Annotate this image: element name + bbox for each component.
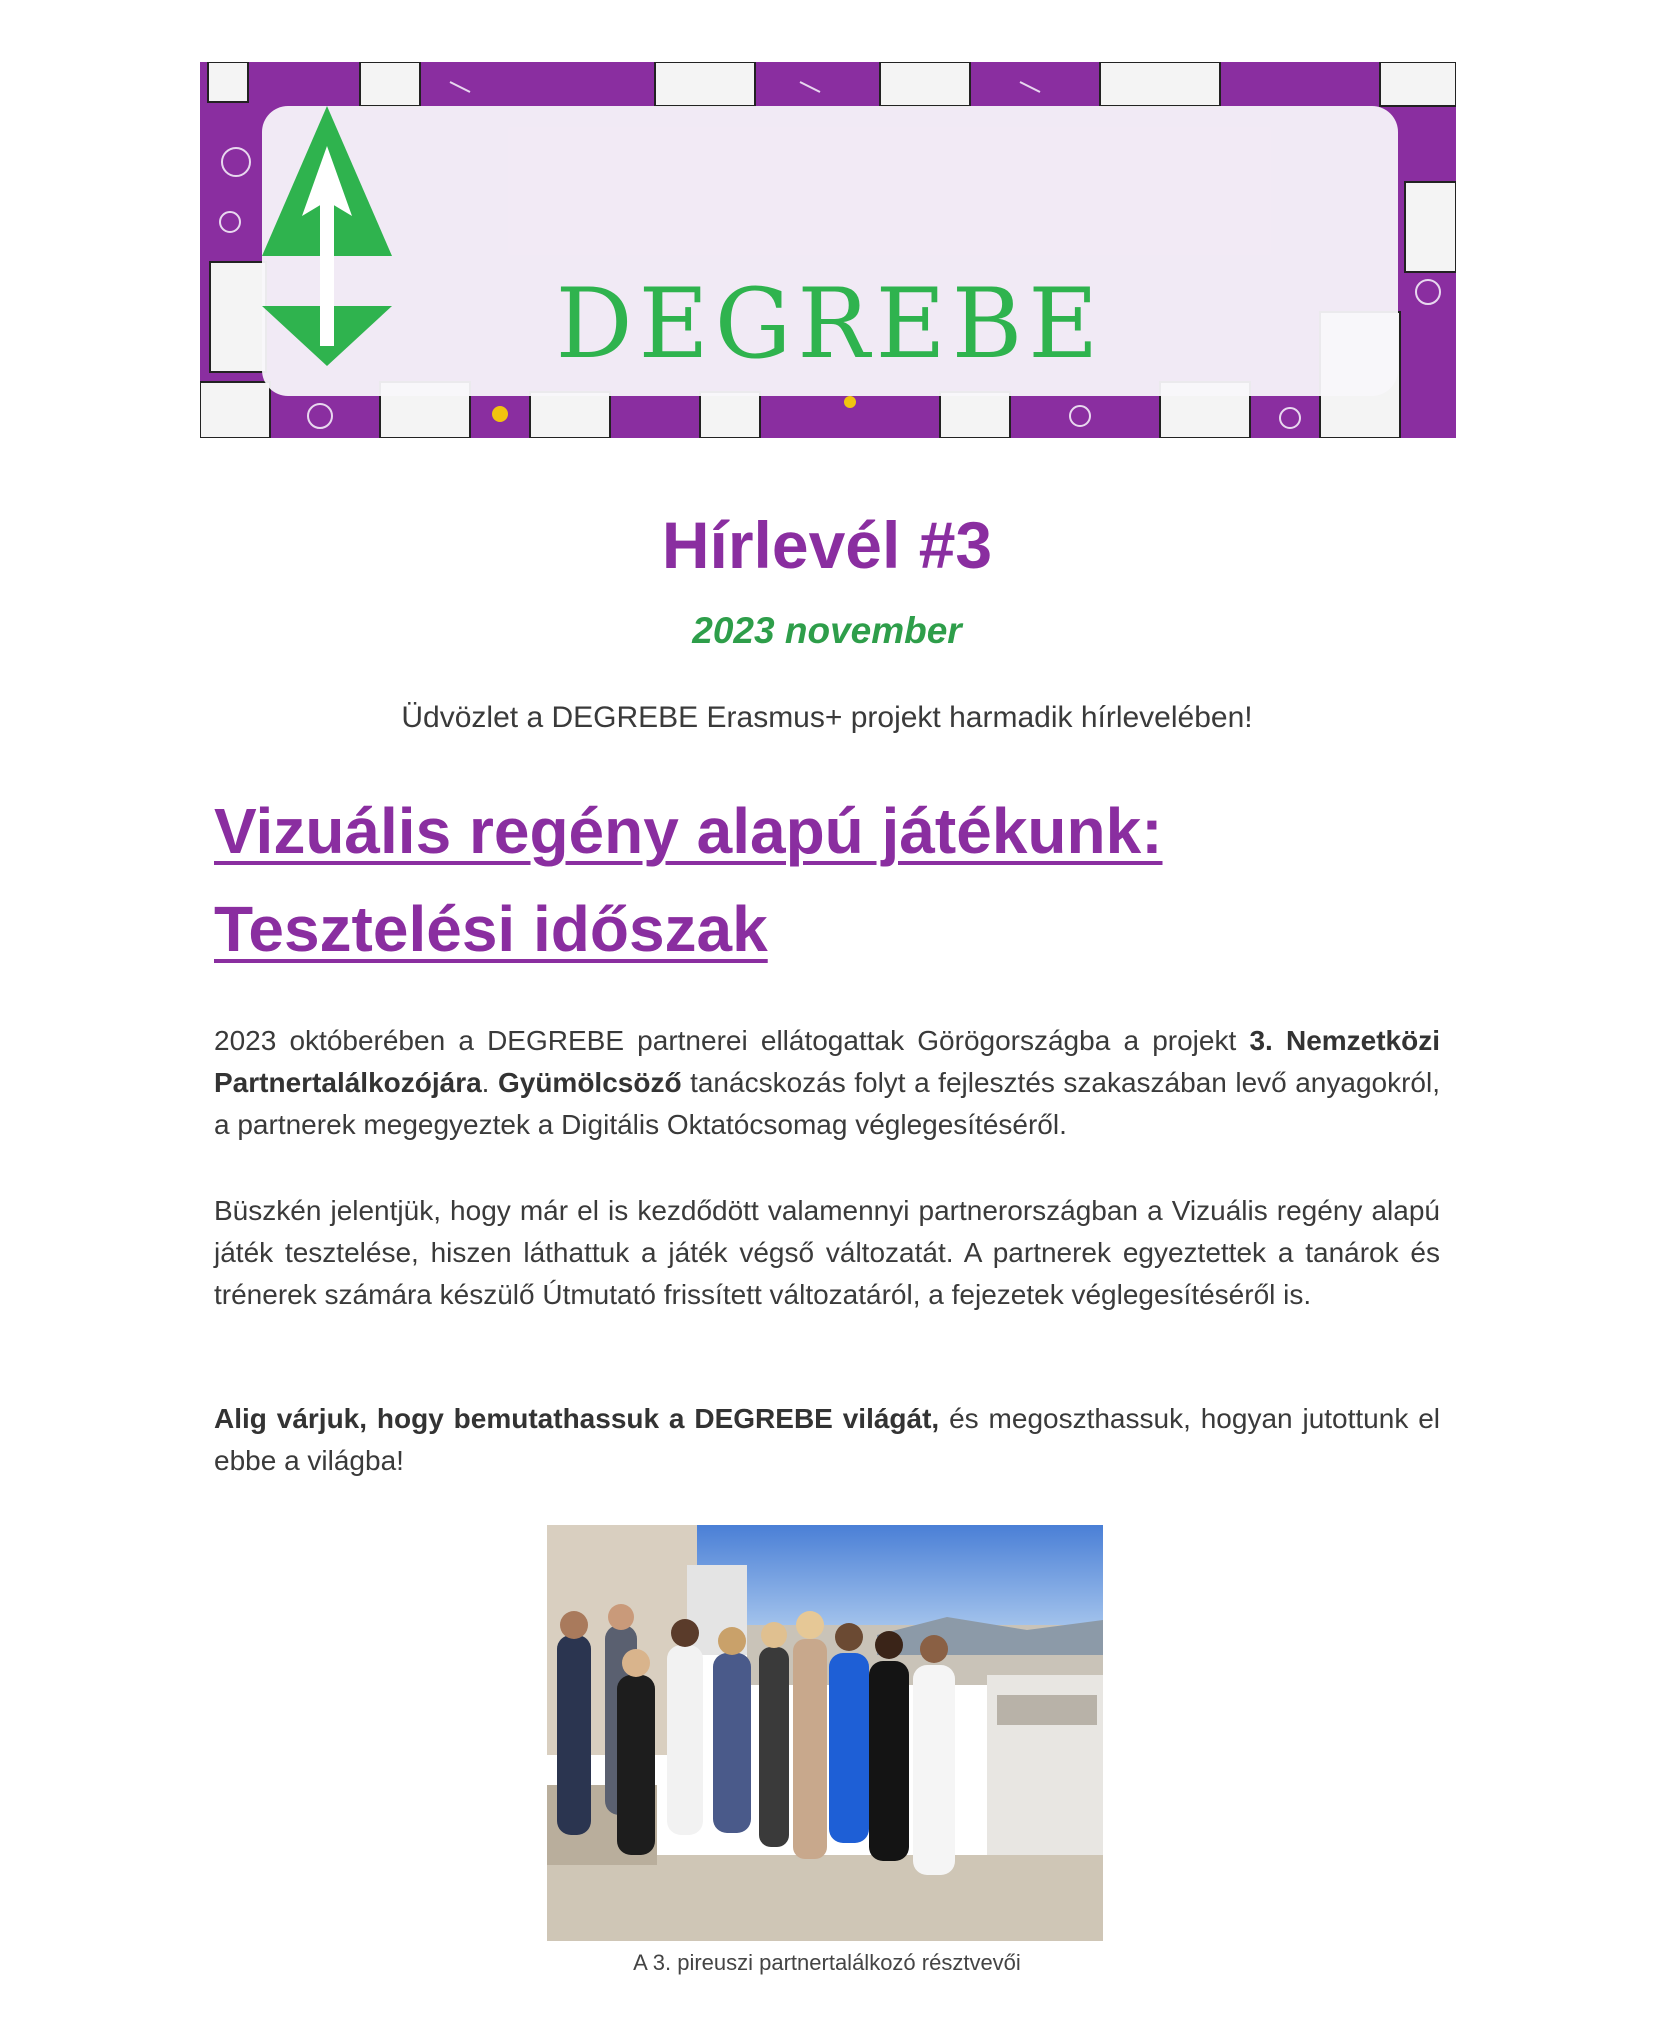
- group-photo-image: [547, 1525, 1103, 1941]
- header-banner: [200, 62, 1456, 438]
- newsletter-title: Hírlevél #3: [661, 508, 993, 582]
- logo-wordmark: DEGREBE: [555, 268, 1105, 380]
- newsletter-date: 2023 november: [692, 610, 962, 651]
- p1-text-3: tanácskozás folyt a fejlesztés szakaszában levő anyagokról, a partnerek megegyeztek a Digitális Oktatócsomag véglegesítéséről.: [214, 1067, 1440, 1140]
- p1-text-1: 2023 októberében a DEGREBE partnerei ellátogattak Görögországba a projekt: [214, 1025, 1250, 1056]
- p1-bold-1: 3. Nemzetközi Partnertalálkozójára: [214, 1025, 1441, 1098]
- article-paragraph-3: [214, 1398, 1440, 1482]
- article-paragraph-2: Büszkén jelentjük, hogy már el is kezdődött valamennyi partnerországban a Vizuális regény alapú játék tesztelése, hiszen láthattuk a játék végső változatát. A partnerek egyeztettek a tanárok és trénerek számára készülő Útmutató frissített változatáról, a fejezetek véglegesítéséről is.: [214, 1195, 1440, 1310]
- article-paragraph-1: [214, 1020, 1440, 1146]
- greeting-text: Üdvözlet a DEGREBE Erasmus+ projekt harmadik hírlevelében!: [401, 701, 1253, 734]
- p1-text-2: .: [481, 1067, 498, 1098]
- p1-bold-2: Gyümölcsöző: [497, 1067, 682, 1098]
- p3-bold-1: Alig várjuk, hogy bemutathassuk a DEGREBE világát,: [214, 1403, 940, 1434]
- group-photo: [547, 1525, 1103, 1941]
- banner-logo-panel: [262, 106, 1398, 396]
- article-heading[interactable]: Vizuális regény alapú játékunk: Tesztelési időszak: [214, 795, 1163, 965]
- p3-text-1: és megoszthassuk, hogyan jutottunk el ebbe a világba!: [214, 1403, 1440, 1476]
- photo-caption: A 3. pireuszi partnertalálkozó résztvevői: [633, 1950, 1021, 1975]
